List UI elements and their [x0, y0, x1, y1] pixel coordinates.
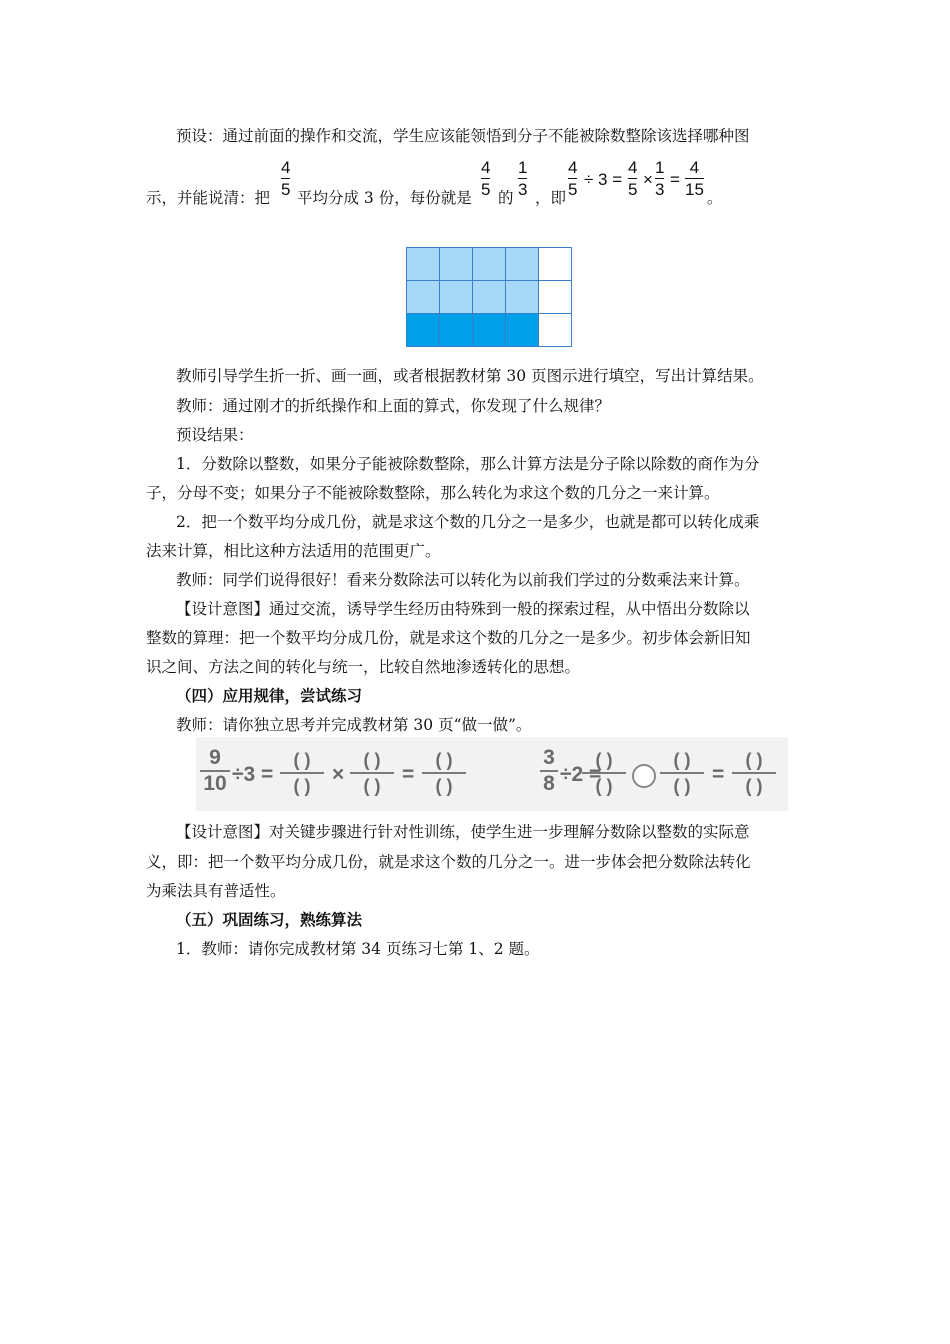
text-line: 1．分数除以整数，如果分子能被除数整除，那么计算方法是分子除以除数的商作为分 [176, 455, 760, 473]
para-preset-line1: 预设：通过前面的操作和交流，学生应该能领悟到分子不能被除数整除该选择哪种图 [176, 127, 750, 145]
exercise-figure [196, 737, 788, 811]
blank-fraction[interactable]: ( ) ( ) [350, 749, 394, 797]
blank-fraction[interactable]: ( ) ( ) [660, 749, 704, 797]
grid-cell [406, 280, 440, 314]
text-line: 预设结果： [176, 426, 254, 444]
operator-circle-blank[interactable] [632, 764, 656, 788]
fraction-1-3: 1 3 [518, 158, 528, 199]
text-line: 【设计意图】通过交流，诱导学生经历由特殊到一般的探索过程，从中悟出分数除以 [176, 600, 750, 618]
text-line: 教师：通过刚才的折纸操作和上面的算式，你发现了什么规律？ [176, 397, 611, 415]
para-preset-line2a: 示，并能说清：把 [146, 189, 271, 207]
text-line: 整数的算理：把一个数平均分成几份，就是求这个数的几分之一是多少。初步体会新旧知 [146, 629, 751, 647]
blank-fraction[interactable]: ( ) ( ) [422, 749, 466, 797]
blank-fraction[interactable]: ( ) ( ) [280, 749, 324, 797]
exercise1-equals: = [402, 763, 415, 786]
exercise1-fraction-9-10: 9 10 [200, 747, 230, 795]
grid-cell [505, 280, 539, 314]
grid-cell [472, 280, 506, 314]
grid-cell [538, 313, 572, 347]
para-preset-line2d: ，即 [535, 189, 567, 207]
exercise2-fraction-3-8: 3 8 [540, 747, 558, 795]
fraction-grid-figure [406, 247, 572, 349]
text-line: 教师：请你独立思考并完成教材第 30 页“做一做”。 [176, 716, 532, 734]
text-line: 识之间、方法之间的转化与统一，比较自然地渗透转化的思想。 [146, 658, 581, 676]
equals-sign: = [670, 170, 680, 189]
grid-cell [439, 247, 473, 281]
para-preset-line2b: 平均分成 3 份，每份就是 [297, 189, 472, 207]
para-preset-line2e: 。 [707, 189, 723, 207]
fraction-4-5: 4 5 [568, 158, 578, 199]
exercise2-divide: ÷2 = [560, 763, 602, 786]
text-line: 1．教师：请你完成教材第 34 页练习七第 1、2 题。 [176, 940, 540, 958]
grid-cell [472, 313, 506, 347]
text-line: 为乘法具有普适性。 [146, 882, 286, 900]
text-line: 法来计算，相比这种方法适用的范围更广。 [146, 542, 441, 560]
fraction-4-5: 4 5 [281, 158, 291, 199]
divide-by-3: ÷ 3 = [584, 170, 623, 189]
grid-cell [538, 247, 572, 281]
blank-fraction[interactable]: ( ) ( ) [582, 749, 626, 797]
exercise2-equals: = [712, 763, 725, 786]
text-line: 教师引导学生折一折、画一画，或者根据教材第 30 页图示进行填空，写出计算结果。 [176, 367, 764, 385]
grid-cell [406, 247, 440, 281]
times-sign: × [643, 170, 653, 189]
fraction-4-5: 4 5 [481, 158, 491, 199]
fraction-4-15: 4 15 [685, 158, 704, 199]
section-heading-5: （五）巩固练习，熟练算法 [176, 910, 363, 929]
blank-fraction[interactable]: ( ) ( ) [732, 749, 776, 797]
grid-cell [439, 280, 473, 314]
exercise1-divide: ÷3 = [232, 763, 274, 786]
text-line: 义，即：把一个数平均分成几份，就是求这个数的几分之一。进一步体会把分数除法转化 [146, 853, 751, 871]
grid-cell [472, 247, 506, 281]
fraction-1-3: 1 3 [655, 158, 665, 199]
grid-cell [505, 247, 539, 281]
text-line: 2．把一个数平均分成几份，就是求这个数的几分之一是多少，也就是都可以转化成乘 [176, 513, 760, 531]
grid-cell [439, 313, 473, 347]
para-preset-line2c: 的 [498, 189, 514, 207]
text-line: 【设计意图】对关键步骤进行针对性训练，使学生进一步理解分数除以整数的实际意 [176, 823, 750, 841]
grid-cell [538, 280, 572, 314]
text-line: 教师：同学们说得很好！看来分数除法可以转化为以前我们学过的分数乘法来计算。 [176, 571, 750, 589]
text-line: 子，分母不变；如果分子不能被除数整除，那么转化为求这个数的几分之一来计算。 [146, 484, 720, 502]
grid-cell [505, 313, 539, 347]
fraction-4-5: 4 5 [628, 158, 638, 199]
section-heading-4: （四）应用规律，尝试练习 [176, 686, 363, 705]
exercise1-times: × [332, 763, 345, 786]
grid-cell [406, 313, 440, 347]
